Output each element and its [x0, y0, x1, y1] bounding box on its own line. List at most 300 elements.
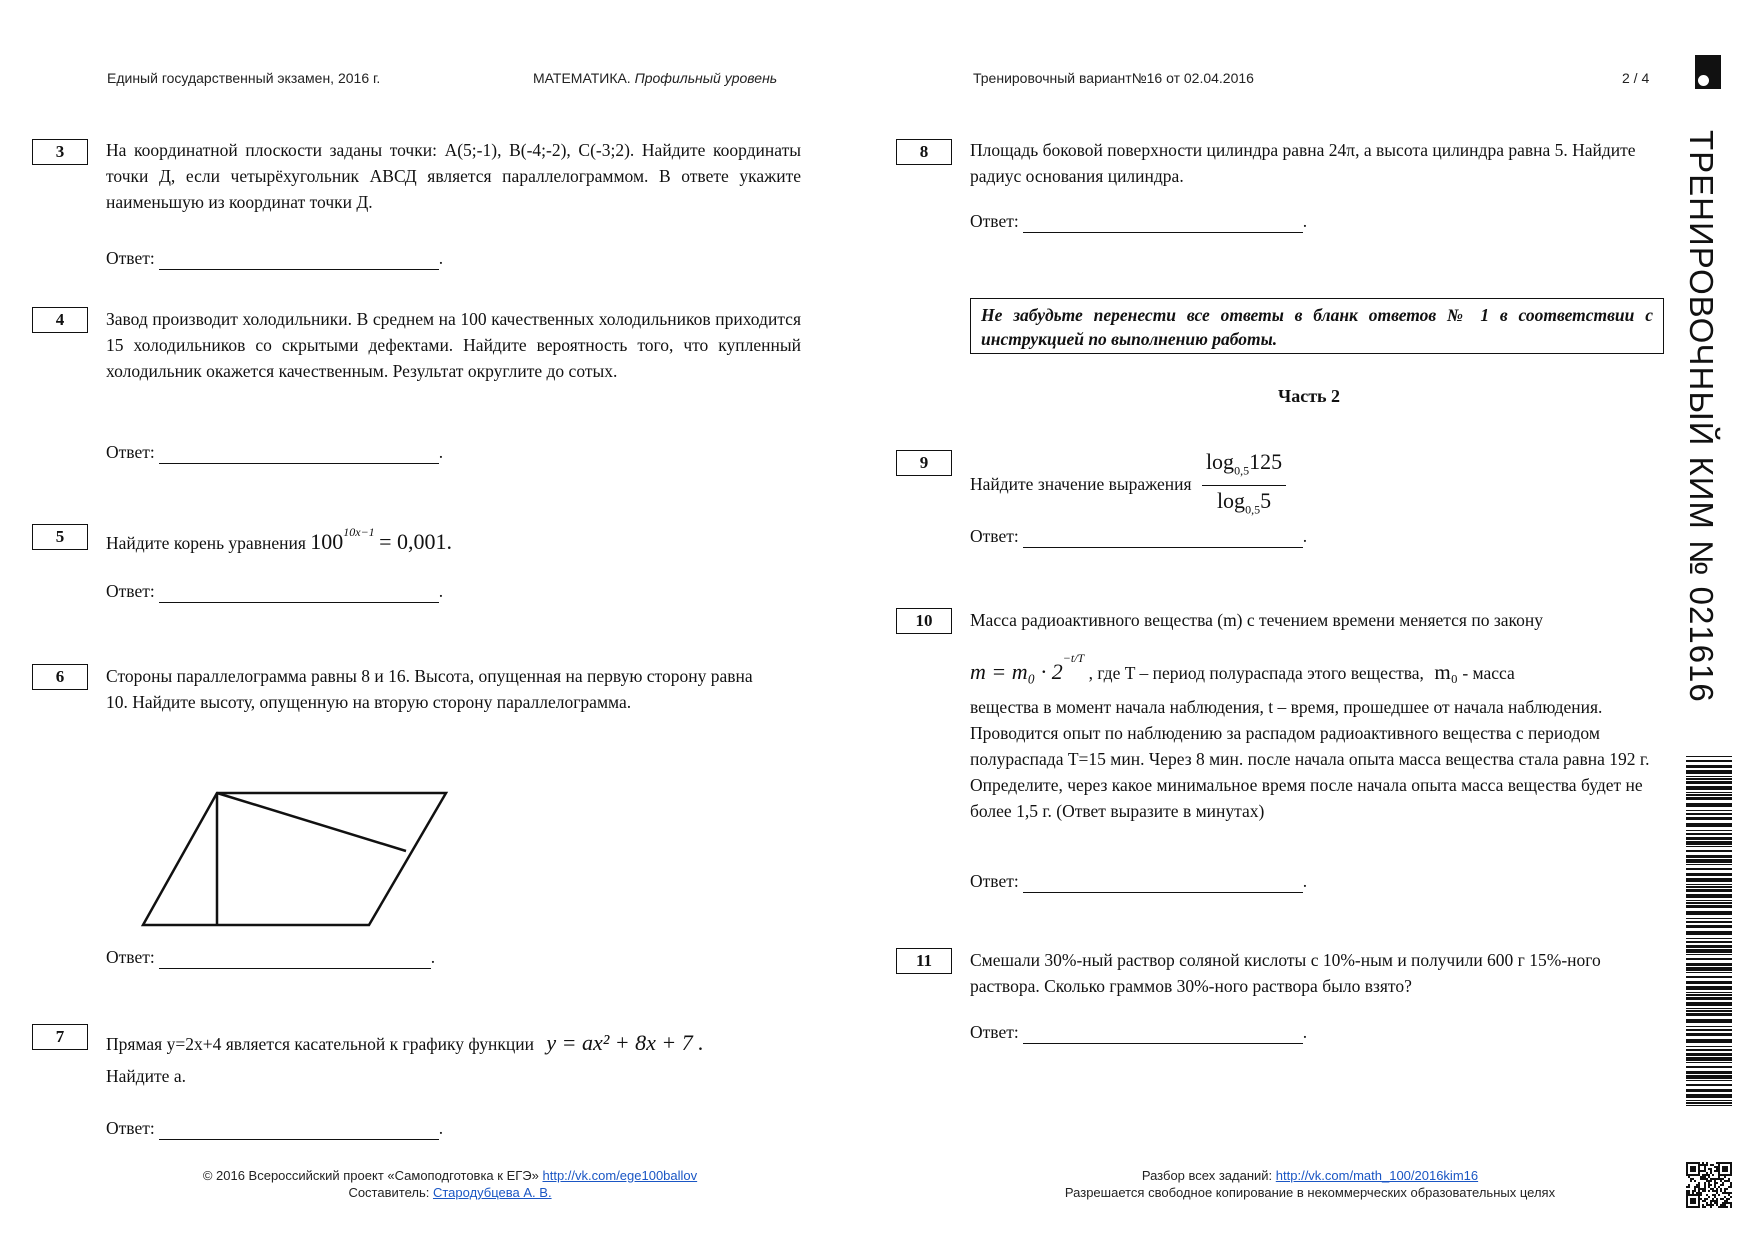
barcode-bar	[1686, 945, 1732, 948]
qr-module	[1708, 1190, 1710, 1192]
qr-module	[1730, 1174, 1732, 1176]
qr-module	[1714, 1184, 1716, 1186]
qr-module	[1698, 1200, 1700, 1202]
qr-module	[1686, 1204, 1688, 1206]
barcode-bar	[1686, 868, 1732, 870]
question-8-text: Площадь боковой поверхности цилиндра равна 24π, а высота цилиндра равна 5. Найдите радиус основания цилиндра.	[970, 140, 1636, 186]
barcode-bar	[1686, 803, 1732, 807]
answer-end: .	[1302, 526, 1308, 546]
qr-module	[1724, 1192, 1726, 1194]
qr-module	[1704, 1168, 1706, 1170]
corner-marker	[1695, 55, 1721, 89]
footer-right-line1	[1000, 1167, 1620, 1184]
question-9-fraction	[1202, 449, 1286, 523]
qr-module	[1708, 1176, 1710, 1178]
answer-label: Ответ:	[970, 526, 1019, 546]
qr-module	[1694, 1166, 1696, 1168]
question-10-formula-rest: , где T – период полураспада этого вещества,	[1088, 662, 1424, 683]
barcode-bar	[1686, 986, 1732, 990]
question-11-text: Смешали 30%-ный раствор соляной кислоты с 10%-ным и получили 600 г 15%-ного раствора. Сколько граммов 30%-ного раствора было взято?	[970, 950, 1601, 996]
qr-module	[1724, 1190, 1726, 1192]
barcode-bar	[1686, 864, 1732, 865]
qr-module	[1694, 1194, 1696, 1196]
qr-module	[1714, 1186, 1716, 1188]
barcode-bar	[1686, 855, 1732, 858]
qr-module	[1690, 1180, 1692, 1182]
barcode-bar	[1686, 1049, 1732, 1051]
qr-module	[1722, 1170, 1724, 1172]
qr-module	[1696, 1174, 1698, 1176]
barcode-bar	[1686, 900, 1732, 901]
qr-module	[1730, 1168, 1732, 1170]
qr-module	[1726, 1166, 1728, 1168]
qr-module	[1718, 1172, 1720, 1174]
denominator-log: log	[1216, 488, 1246, 514]
answer-label: Ответ:	[970, 871, 1019, 891]
qr-module	[1686, 1198, 1688, 1200]
question-4-text: Завод производит холодильники. В среднем на 100 качественных холодильников приходится 15 холодильников со скрытыми дефектами. Найдите вероятность того, что купленный холодильник окажется качественным. Результат округлите до сотых.	[106, 309, 801, 381]
question-7-answer-field[interactable]	[159, 1119, 439, 1140]
qr-module	[1728, 1178, 1730, 1180]
qr-module	[1718, 1162, 1720, 1164]
barcode-bar	[1686, 873, 1732, 876]
barcode-bar	[1686, 981, 1732, 984]
fraction-denominator	[1202, 486, 1286, 522]
barcode-bar	[1686, 884, 1732, 885]
qr-module	[1708, 1168, 1710, 1170]
qr-module	[1698, 1198, 1700, 1200]
qr-module	[1704, 1178, 1706, 1180]
qr-module	[1716, 1202, 1718, 1204]
qr-module	[1714, 1202, 1716, 1204]
qr-module	[1720, 1204, 1722, 1206]
qr-module	[1730, 1184, 1732, 1186]
qr-module	[1722, 1198, 1724, 1200]
qr-module	[1686, 1200, 1688, 1202]
answer-label: Ответ:	[106, 442, 155, 462]
footer-analysis-link[interactable]: http://vk.com/math_100/2016kim16	[1275, 1168, 1479, 1183]
qr-module	[1700, 1188, 1702, 1190]
barcode-bar	[1686, 778, 1732, 780]
qr-module	[1712, 1190, 1714, 1192]
qr-module	[1722, 1184, 1724, 1186]
qr-module	[1692, 1166, 1694, 1168]
qr-module	[1688, 1174, 1690, 1176]
qr-module	[1708, 1174, 1710, 1176]
question-9-text	[970, 449, 1664, 523]
corner-marker-dot	[1698, 75, 1709, 86]
qr-module	[1696, 1206, 1698, 1208]
qr-module	[1706, 1172, 1708, 1174]
qr-module	[1724, 1168, 1726, 1170]
qr-module	[1726, 1200, 1728, 1202]
qr-module	[1700, 1164, 1702, 1166]
header-exam-title: Единый государственный экзамен, 2016 г.	[107, 70, 381, 86]
qr-module	[1704, 1206, 1706, 1208]
barcode-bar	[1686, 1094, 1732, 1098]
qr-module	[1694, 1170, 1696, 1172]
answer-label: Ответ:	[106, 947, 155, 967]
barcode-bar	[1686, 878, 1732, 882]
qr-module	[1692, 1192, 1694, 1194]
qr-module	[1722, 1174, 1724, 1176]
barcode-bar	[1686, 976, 1732, 978]
qr-module	[1702, 1170, 1704, 1172]
qr-module	[1716, 1182, 1718, 1184]
qr-module	[1698, 1162, 1700, 1164]
barcode	[1686, 756, 1732, 1106]
qr-module	[1688, 1162, 1690, 1164]
qr-module	[1688, 1184, 1690, 1186]
question-10-formula-line	[970, 651, 1664, 686]
qr-module	[1720, 1188, 1722, 1190]
qr-module	[1712, 1174, 1714, 1176]
answer-label: Ответ:	[106, 248, 155, 268]
transfer-answers-note: Не забудьте перенести все ответы в бланк ответов № 1 в соответствии с инструкцией по выполнению работы.	[970, 298, 1664, 354]
qr-module	[1690, 1174, 1692, 1176]
qr-module	[1710, 1200, 1712, 1202]
qr-module	[1690, 1166, 1692, 1168]
barcode-bar	[1686, 1100, 1732, 1101]
qr-module	[1710, 1172, 1712, 1174]
qr-module	[1690, 1170, 1692, 1172]
qr-module	[1694, 1162, 1696, 1164]
header-variant: Тренировочный вариант№16 от 02.04.2016	[973, 70, 1254, 86]
qr-module	[1716, 1178, 1718, 1180]
qr-module	[1724, 1170, 1726, 1172]
qr-module	[1724, 1202, 1726, 1204]
barcode-bar	[1686, 1053, 1732, 1056]
qr-module	[1692, 1206, 1694, 1208]
qr-module	[1710, 1178, 1712, 1180]
qr-module	[1706, 1174, 1708, 1176]
qr-module	[1690, 1194, 1692, 1196]
barcode-bar	[1686, 786, 1732, 790]
qr-module	[1694, 1190, 1696, 1192]
qr-module	[1730, 1192, 1732, 1194]
qr-module	[1694, 1202, 1696, 1204]
barcode-bar	[1686, 823, 1732, 827]
qr-module	[1698, 1184, 1700, 1186]
qr-module	[1712, 1188, 1714, 1190]
qr-module	[1706, 1162, 1708, 1164]
qr-module	[1692, 1162, 1694, 1164]
footer-author-link[interactable]: Стародубцева А. В.	[432, 1185, 552, 1200]
barcode-bar	[1686, 921, 1732, 923]
barcode-bar	[1686, 925, 1732, 928]
header-subject-main: МАТЕМАТИКА.	[533, 70, 631, 86]
qr-module	[1714, 1196, 1716, 1198]
question-6-answer	[106, 945, 435, 969]
qr-module	[1710, 1202, 1712, 1204]
question-10-formula: m = m₀ · 2	[970, 658, 1063, 684]
footer-analysis-label: Разбор всех заданий:	[1141, 1168, 1273, 1183]
question-10-answer	[970, 869, 1307, 893]
qr-module	[1700, 1176, 1702, 1178]
barcode-bar	[1686, 770, 1732, 774]
barcode-bar	[1686, 813, 1732, 815]
qr-module	[1724, 1196, 1726, 1198]
qr-module	[1722, 1162, 1724, 1164]
qr-module	[1704, 1184, 1706, 1186]
qr-module	[1716, 1204, 1718, 1206]
barcode-bar	[1686, 776, 1732, 777]
qr-module	[1710, 1188, 1712, 1190]
footer-left	[150, 1167, 750, 1201]
qr-module	[1718, 1176, 1720, 1178]
qr-module	[1692, 1178, 1694, 1180]
qr-module	[1724, 1206, 1726, 1208]
footer-project-link[interactable]: http://vk.com/ege100ballov	[542, 1168, 698, 1183]
qr-module	[1686, 1202, 1688, 1204]
qr-module	[1702, 1176, 1704, 1178]
question-5-answer-field[interactable]	[159, 582, 439, 603]
qr-module	[1724, 1166, 1726, 1168]
question-9-answer-field[interactable]	[1023, 527, 1303, 548]
qr-module	[1690, 1202, 1692, 1204]
qr-module	[1688, 1176, 1690, 1178]
barcode-bar	[1686, 1008, 1732, 1009]
qr-module	[1730, 1202, 1732, 1204]
qr-module	[1722, 1202, 1724, 1204]
qr-module	[1724, 1174, 1726, 1176]
question-8-answer-field[interactable]	[1023, 212, 1303, 233]
qr-module	[1708, 1182, 1710, 1184]
qr-module	[1688, 1190, 1690, 1192]
qr-module	[1692, 1198, 1694, 1200]
qr-module	[1698, 1196, 1700, 1198]
qr-module	[1726, 1206, 1728, 1208]
answer-label: Ответ:	[970, 211, 1019, 231]
barcode-bar	[1686, 817, 1732, 820]
answer-end: .	[438, 442, 444, 462]
header-subject	[533, 70, 777, 86]
qr-module	[1708, 1186, 1710, 1188]
qr-module	[1696, 1162, 1698, 1164]
qr-module	[1720, 1206, 1722, 1208]
question-7-prompt: Прямая y=2x+4 является касательной к графику функции	[106, 1034, 534, 1054]
qr-module	[1698, 1194, 1700, 1196]
qr-module	[1730, 1204, 1732, 1206]
qr-module	[1688, 1206, 1690, 1208]
barcode-bar	[1686, 1029, 1732, 1031]
qr-module	[1698, 1186, 1700, 1188]
qr-module	[1728, 1198, 1730, 1200]
question-7-formula: y = ax² + 8x + 7 .	[546, 1030, 704, 1055]
qr-module	[1686, 1192, 1688, 1194]
barcode-bar	[1686, 1071, 1732, 1074]
qr-module	[1722, 1166, 1724, 1168]
qr-module	[1686, 1174, 1688, 1176]
question-6-answer-field[interactable]	[159, 948, 431, 969]
qr-module	[1716, 1168, 1718, 1170]
qr-module	[1700, 1170, 1702, 1172]
barcode-bar	[1686, 994, 1732, 996]
barcode-bar	[1686, 1080, 1732, 1081]
qr-module	[1708, 1204, 1710, 1206]
qr-module	[1714, 1178, 1716, 1180]
qr-module	[1706, 1180, 1708, 1182]
question-3-answer-field[interactable]	[159, 249, 439, 270]
qr-module	[1716, 1198, 1718, 1200]
barcode-bar	[1686, 949, 1732, 953]
qr-module	[1710, 1204, 1712, 1206]
qr-module	[1698, 1192, 1700, 1194]
barcode-bar	[1686, 963, 1732, 966]
question-10-exponent: −t/T	[1062, 651, 1085, 665]
qr-module	[1692, 1174, 1694, 1176]
qr-module	[1702, 1190, 1704, 1192]
qr-module	[1696, 1192, 1698, 1194]
qr-module	[1700, 1194, 1702, 1196]
barcode-bar	[1686, 1039, 1732, 1043]
question-11-answer-field[interactable]	[1023, 1023, 1303, 1044]
footer-author-label: Составитель:	[348, 1185, 430, 1200]
barcode-bar	[1686, 941, 1732, 943]
qr-module	[1696, 1186, 1698, 1188]
qr-module	[1720, 1178, 1722, 1180]
qr-module	[1704, 1176, 1706, 1178]
qr-module	[1698, 1172, 1700, 1174]
barcode-bar	[1686, 837, 1732, 840]
qr-module	[1724, 1180, 1726, 1182]
question-5-number: 5	[32, 524, 88, 550]
qr-module	[1708, 1196, 1710, 1198]
question-10-line1: Масса радиоактивного вещества (m) с течением времени меняется по закону	[970, 610, 1543, 630]
barcode-bar	[1686, 905, 1732, 908]
question-11-answer	[970, 1020, 1307, 1044]
qr-module	[1724, 1188, 1726, 1190]
qr-module	[1692, 1202, 1694, 1204]
qr-module	[1718, 1194, 1720, 1196]
qr-module	[1730, 1182, 1732, 1184]
qr-module	[1728, 1180, 1730, 1182]
qr-module	[1728, 1174, 1730, 1176]
qr-module	[1718, 1206, 1720, 1208]
qr-module	[1718, 1168, 1720, 1170]
qr-module	[1714, 1200, 1716, 1202]
qr-module	[1716, 1192, 1718, 1194]
barcode-bar	[1686, 911, 1732, 915]
qr-module	[1690, 1178, 1692, 1180]
qr-module	[1700, 1192, 1702, 1194]
qr-module	[1724, 1176, 1726, 1178]
barcode-bar	[1686, 954, 1732, 955]
qr-module	[1690, 1198, 1692, 1200]
qr-module	[1686, 1186, 1688, 1188]
qr-module	[1698, 1190, 1700, 1192]
qr-module	[1686, 1164, 1688, 1166]
barcode-bar	[1686, 1066, 1732, 1068]
qr-module	[1694, 1168, 1696, 1170]
question-8-answer	[970, 209, 1307, 233]
barcode-bar	[1686, 1046, 1732, 1047]
question-5-text	[106, 525, 801, 556]
qr-module	[1700, 1198, 1702, 1200]
qr-module	[1710, 1168, 1712, 1170]
qr-module	[1694, 1186, 1696, 1188]
qr-module	[1698, 1174, 1700, 1176]
question-3-answer	[106, 246, 443, 270]
footer-right-line2: Разрешается свободное копирование в некоммерческих образовательных целях	[1064, 1185, 1556, 1200]
qr-module	[1686, 1194, 1688, 1196]
qr-module	[1704, 1170, 1706, 1172]
question-9-prompt: Найдите значение выражения	[970, 473, 1192, 494]
question-4-answer-field[interactable]	[159, 443, 439, 464]
barcode-bar	[1686, 1013, 1732, 1016]
barcode-bar	[1686, 1033, 1732, 1036]
qr-module	[1698, 1168, 1700, 1170]
qr-module	[1730, 1166, 1732, 1168]
qr-module	[1712, 1178, 1714, 1180]
qr-module	[1728, 1194, 1730, 1196]
qr-module	[1700, 1178, 1702, 1180]
qr-module	[1686, 1172, 1688, 1174]
answer-end: .	[1302, 871, 1308, 891]
question-8-number: 8	[896, 139, 952, 165]
qr-module	[1704, 1164, 1706, 1166]
qr-module	[1720, 1174, 1722, 1176]
qr-module	[1720, 1198, 1722, 1200]
qr-module	[1724, 1162, 1726, 1164]
question-3-number: 3	[32, 139, 88, 165]
question-5-rhs: = 0,001.	[379, 528, 452, 554]
question-10-m0: m₀	[1434, 659, 1458, 684]
vertical-title-text: ТРЕНИРОВОЧНЫЙ КИМ № 021616	[1683, 130, 1720, 703]
barcode-bar	[1686, 972, 1732, 973]
qr-module	[1728, 1162, 1730, 1164]
qr-module	[1690, 1162, 1692, 1164]
qr-module	[1690, 1206, 1692, 1208]
qr-module	[1706, 1194, 1708, 1196]
qr-module	[1710, 1170, 1712, 1172]
qr-module	[1716, 1200, 1718, 1202]
parallelogram-figure	[130, 785, 460, 935]
qr-module	[1718, 1166, 1720, 1168]
question-5-prompt: Найдите корень уравнения	[106, 532, 306, 553]
qr-module	[1704, 1166, 1706, 1168]
qr-module	[1686, 1166, 1688, 1168]
barcode-bar	[1686, 760, 1732, 762]
footer-left-line2	[150, 1184, 750, 1201]
question-11-number: 11	[896, 948, 952, 974]
barcode-bar	[1686, 756, 1732, 757]
question-5-exponent: 10x−1	[343, 525, 375, 539]
qr-module	[1704, 1186, 1706, 1188]
qr-module	[1704, 1190, 1706, 1192]
qr-module	[1730, 1172, 1732, 1174]
qr-module	[1698, 1164, 1700, 1166]
qr-module	[1724, 1204, 1726, 1206]
qr-module	[1718, 1170, 1720, 1172]
question-10-answer-field[interactable]	[1023, 872, 1303, 893]
barcode-bar	[1686, 1102, 1732, 1104]
qr-module	[1702, 1204, 1704, 1206]
qr-module	[1720, 1180, 1722, 1182]
barcode-bar	[1686, 841, 1732, 845]
answer-end: .	[438, 581, 444, 601]
question-9-number: 9	[896, 450, 952, 476]
qr-module	[1694, 1174, 1696, 1176]
qr-module	[1704, 1200, 1706, 1202]
qr-module	[1710, 1164, 1712, 1166]
qr-module	[1696, 1194, 1698, 1196]
barcode-bar	[1686, 918, 1732, 919]
qr-module	[1704, 1198, 1706, 1200]
qr-module	[1708, 1184, 1710, 1186]
answer-end: .	[1302, 1022, 1308, 1042]
qr-module	[1716, 1166, 1718, 1168]
